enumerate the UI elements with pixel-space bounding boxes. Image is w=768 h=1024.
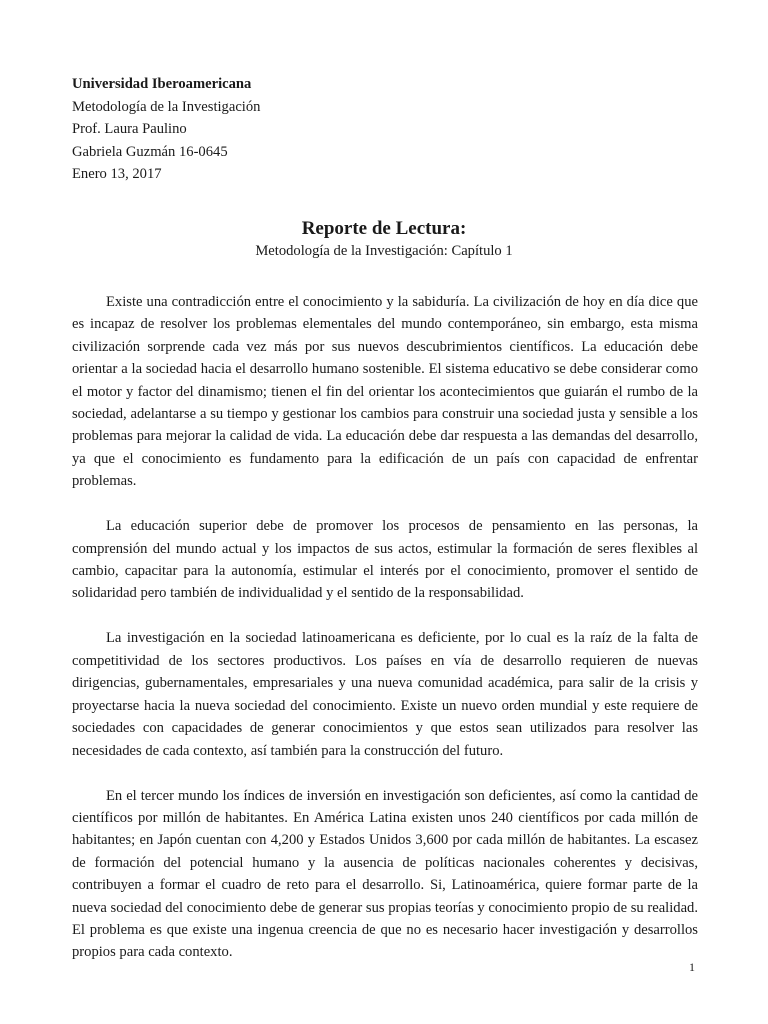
student-name: Gabriela Guzmán 16-0645	[72, 143, 228, 160]
course-name: Metodología de la Investigación	[72, 98, 261, 115]
document-header	[72, 73, 260, 186]
body-text	[72, 291, 698, 986]
professor-name: Prof. Laura Paulino	[72, 121, 187, 138]
page-number: 1	[689, 960, 695, 974]
paragraph-2: La educación superior debe de promover los procesos de pensamiento en las personas, la comprensión del mundo actual y los impactos de sus actos, estimular la formación de seres flexibles al cambio, capacitar para la autonomía, estimular el interés por el conocimiento, promover el sentido de solidaridad pero también de individualidad y el sentido de la responsabilidad.	[72, 518, 698, 602]
paragraph-1: Existe una contradicción entre el conocimiento y la sabiduría. La civilización de hoy en día dice que es incapaz de resolver los problemas elementales del mundo contemporáneo, sin embargo, esta misma civilización sorprende cada vez más por sus nuevos descubrimientos científicos. La educación debe orientar a la sociedad hacia el desarrollo humano sostenible. El sistema educativo se debe considerar como el motor y factor del dinamismo; tienen el fin del orientar los acontecimientos que guiarán el rumbo de la sociedad, adelantarse a su tiempo y gestionar los cambios para construir una sociedad justa y sensible a los problemas para mejorar la calidad de vida. La educación debe dar respuesta a las demandas del desarrollo, ya que el conocimiento es fundamento para la edificación de un país con capacidad de enfrentar problemas.	[72, 294, 698, 490]
paragraph-3: La investigación en la sociedad latinoamericana es deficiente, por lo cual es la raíz de la falta de competitividad de los sectores productivos. Los países en vía de desarrollo requieren de nuevas dirigencias, gubernamentales, empresariales y una nueva comunidad académica, para salir de la crisis y proyectarse hacia la nueva sociedad del conocimiento. Existe un nuevo orden mundial y este requiere de sociedades con capacidades de generar conocimientos y que estos sean utilizados para resolver las necesidades de cada contexto, así también para la construcción del futuro.	[72, 630, 698, 759]
report-subtitle: Metodología de la Investigación: Capítulo 1	[255, 243, 513, 259]
university-name: Universidad Iberoamericana	[72, 76, 252, 92]
paragraph-4: En el tercer mundo los índices de inversión en investigación son deficientes, así como la cantidad de científicos por millón de habitantes. En América Latina existen unos 240 científicos por cada millón de habitantes; en Japón cuentan con 4,200 y Estados Unidos 3,600 por cada millón de habitantes. La escasez de formación del potencial humano y la ausencia de políticas nacionales coherentes y decisivas, contribuyen a formar el cuadro de reto para el desarrollo. Si, Latinoamérica, quiere formar parte de la nueva sociedad del conocimiento debe de generar sus propias teorías y conocimiento propio de su realidad. El problema es que existe una ingenua creencia de que no es necesario hacer investigación y desarrollos propios para cada contexto.	[72, 787, 698, 961]
document-date: Enero 13, 2017	[72, 166, 162, 183]
report-title: Reporte de Lectura:	[301, 218, 467, 239]
title-block	[72, 217, 696, 261]
